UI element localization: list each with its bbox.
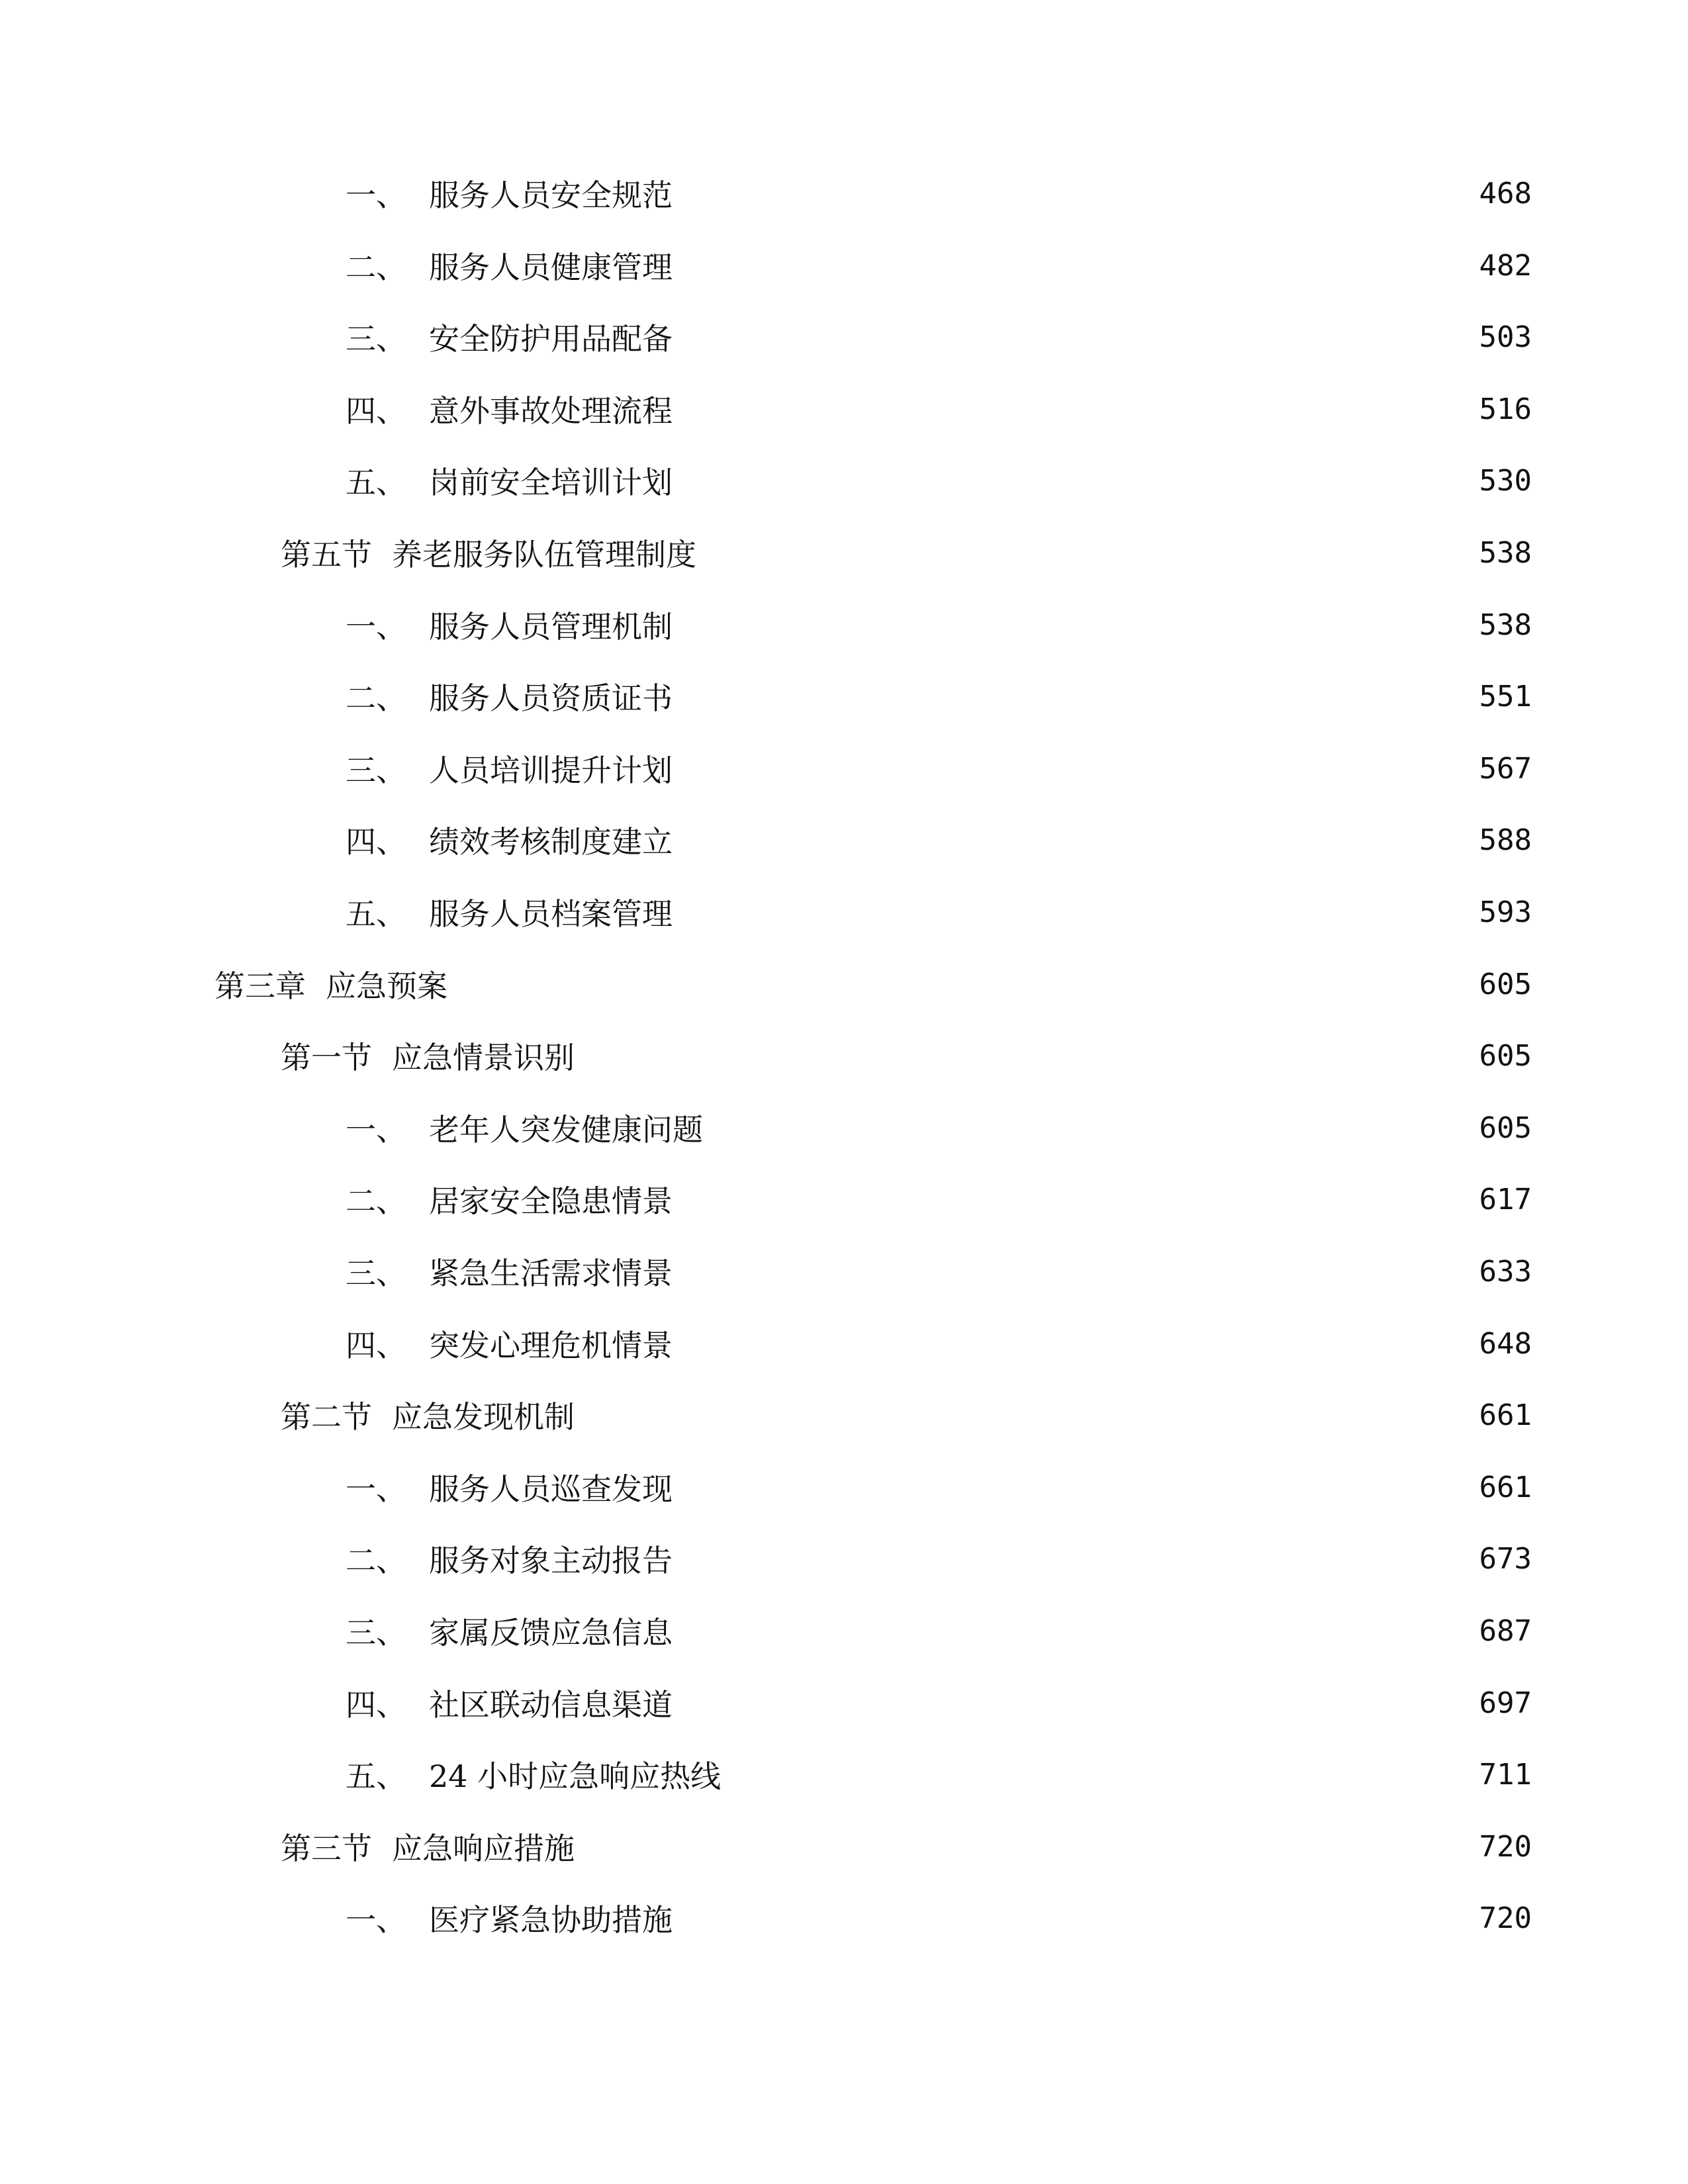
toc-entry-page-number: 593: [1479, 895, 1532, 929]
toc-entry-page-number: 530: [1479, 463, 1532, 498]
toc-entry-number: 五、: [346, 465, 406, 500]
toc-entry-page-number: 697: [1479, 1686, 1532, 1720]
dot-leader: [680, 1891, 1470, 1944]
dot-leader: [680, 1532, 1470, 1585]
toc-entry-number: 五、: [346, 1758, 406, 1794]
toc-entry-page-number: 605: [1479, 1038, 1532, 1073]
dot-leader: [680, 310, 1470, 363]
toc-entry-page-number: 605: [1479, 1111, 1532, 1145]
toc-entry-page-number: 551: [1479, 679, 1532, 713]
toc-entry-number: 三、: [346, 1615, 406, 1651]
toc-entry[interactable]: [346, 670, 1532, 723]
toc-entry[interactable]: [346, 1891, 1532, 1944]
toc-entry-number: 第三章: [214, 968, 306, 1004]
toc-entry-page-number: 711: [1479, 1757, 1532, 1792]
toc-entry-number: 第三节: [281, 1831, 372, 1866]
toc-entry-page-number: 516: [1479, 392, 1532, 426]
toc-entry-title: 服务人员资质证书: [429, 680, 673, 716]
dot-leader: [583, 1029, 1470, 1082]
toc-entry-page-number: 538: [1479, 535, 1532, 570]
dot-leader: [680, 1173, 1470, 1226]
toc-entry-page-number: 567: [1479, 751, 1532, 786]
toc-entry-number: 三、: [346, 1255, 406, 1291]
toc-entry-number: 三、: [346, 752, 406, 788]
toc-entry-number: 五、: [346, 896, 406, 932]
toc-entry-number: 第五节: [281, 537, 372, 572]
dot-leader: [455, 958, 1470, 1011]
dot-leader: [680, 383, 1470, 435]
toc-entry-number: 第一节: [281, 1040, 372, 1075]
toc-entry-number: 二、: [346, 680, 406, 716]
dot-leader: [729, 1748, 1470, 1801]
toc-entry-title: 岗前安全培训计划: [429, 465, 673, 500]
toc-entry-number: 四、: [346, 824, 406, 860]
toc-entry[interactable]: [346, 1532, 1532, 1585]
toc-entry[interactable]: [346, 383, 1532, 435]
toc-entry[interactable]: [346, 598, 1532, 651]
dot-leader: [680, 742, 1470, 795]
dot-leader: [680, 454, 1470, 507]
toc-entry-title: 服务对象主动报告: [429, 1543, 673, 1578]
toc-entry-page-number: 633: [1479, 1254, 1532, 1289]
toc-entry-number: 一、: [346, 1112, 406, 1148]
dot-leader: [680, 239, 1470, 292]
toc-entry-page-number: 687: [1479, 1614, 1532, 1648]
dot-leader: [583, 1820, 1470, 1873]
toc-entry[interactable]: [346, 239, 1532, 292]
toc-entry[interactable]: [346, 1461, 1532, 1514]
toc-entry-number: 一、: [346, 1902, 406, 1938]
toc-entry-title: 服务人员健康管理: [429, 250, 673, 285]
toc-entry-page-number: 588: [1479, 823, 1532, 857]
toc-entry-title: 医疗紧急协助措施: [429, 1902, 673, 1938]
toc-entry-number: 一、: [346, 1471, 406, 1507]
toc-entry[interactable]: [346, 454, 1532, 507]
toc-entry-title: 人员培训提升计划: [429, 752, 673, 788]
toc-entry[interactable]: [346, 813, 1532, 866]
toc-entry-number: 四、: [346, 1328, 406, 1363]
dot-leader: [680, 813, 1470, 866]
toc-entry-number: 三、: [346, 321, 406, 357]
toc-entry-page-number: 503: [1479, 320, 1532, 354]
dot-leader: [680, 1461, 1470, 1514]
toc-entry[interactable]: [346, 1101, 1532, 1154]
toc-entry-page-number: 720: [1479, 1829, 1532, 1864]
toc-entry-title: 应急预案: [326, 968, 447, 1004]
dot-leader: [680, 1676, 1470, 1729]
toc-entry-title: 服务人员安全规范: [429, 177, 673, 213]
toc-entry[interactable]: [346, 1676, 1532, 1729]
toc-entry-number: 二、: [346, 1543, 406, 1578]
toc-entry-number: 一、: [346, 609, 406, 645]
toc-entry[interactable]: [281, 1820, 1532, 1873]
dot-leader: [680, 598, 1470, 651]
toc-entry-page-number: 720: [1479, 1901, 1532, 1935]
toc-entry-title: 突发心理危机情景: [429, 1328, 673, 1363]
dot-leader: [704, 526, 1470, 579]
dot-leader: [680, 167, 1470, 220]
toc-entry[interactable]: [281, 1388, 1532, 1441]
toc-entry-page-number: 648: [1479, 1326, 1532, 1361]
toc-entry-page-number: 673: [1479, 1541, 1532, 1576]
dot-leader: [680, 1317, 1470, 1370]
toc-entry[interactable]: [346, 310, 1532, 363]
toc-entry-number: 四、: [346, 393, 406, 429]
toc-entry[interactable]: [346, 1173, 1532, 1226]
toc-entry-page-number: 661: [1479, 1470, 1532, 1504]
toc-entry-title: 老年人突发健康问题: [429, 1112, 703, 1148]
toc-entry[interactable]: [214, 958, 1532, 1011]
dot-leader: [583, 1388, 1470, 1441]
toc-entry[interactable]: [281, 526, 1532, 579]
dot-leader: [680, 886, 1470, 938]
toc-entry-number: 一、: [346, 177, 406, 213]
toc-entry[interactable]: [346, 1604, 1532, 1657]
toc-entry-page-number: 538: [1479, 608, 1532, 642]
toc-entry-page-number: 661: [1479, 1398, 1532, 1432]
toc-entry-title: 24 小时应急响应热线: [429, 1758, 722, 1794]
toc-entry-number: 四、: [346, 1687, 406, 1723]
toc-entry-title: 服务人员档案管理: [429, 896, 673, 932]
toc-entry-title: 养老服务队伍管理制度: [392, 537, 696, 572]
toc-entry-page-number: 617: [1479, 1182, 1532, 1216]
toc-entry-title: 服务人员巡查发现: [429, 1471, 673, 1507]
toc-entry[interactable]: [346, 1317, 1532, 1370]
toc-entry-page-number: 605: [1479, 967, 1532, 1001]
toc-entry-number: 二、: [346, 1183, 406, 1219]
toc-entry-title: 意外事故处理流程: [429, 393, 673, 429]
toc-entry-title: 服务人员管理机制: [429, 609, 673, 645]
toc-entry[interactable]: [346, 1748, 1532, 1801]
toc-entry-number: 二、: [346, 250, 406, 285]
toc-entry-number: 第二节: [281, 1399, 372, 1435]
toc-entry-page-number: 468: [1479, 176, 1532, 210]
toc-entry[interactable]: [346, 167, 1532, 220]
toc-entry-title: 绩效考核制度建立: [429, 824, 673, 860]
dot-leader: [680, 1604, 1470, 1657]
toc-entry-page-number: 482: [1479, 248, 1532, 283]
toc-entry-title: 社区联动信息渠道: [429, 1687, 673, 1723]
toc-entry-title: 居家安全隐患情景: [429, 1183, 673, 1219]
dot-leader: [711, 1101, 1470, 1154]
dot-leader: [680, 670, 1470, 723]
toc-entry[interactable]: [281, 1029, 1532, 1082]
toc-entry[interactable]: [346, 1245, 1532, 1298]
toc-entry-title: 家属反馈应急信息: [429, 1615, 673, 1651]
toc-entry-title: 应急发现机制: [392, 1399, 575, 1435]
dot-leader: [680, 1245, 1470, 1298]
toc-entry-title: 应急情景识别: [392, 1040, 575, 1075]
toc-entry[interactable]: [346, 742, 1532, 795]
toc-entry-title: 安全防护用品配备: [429, 321, 673, 357]
toc-entry-title: 应急响应措施: [392, 1831, 575, 1866]
toc-entry-title: 紧急生活需求情景: [429, 1255, 673, 1291]
toc-entry[interactable]: [346, 886, 1532, 938]
